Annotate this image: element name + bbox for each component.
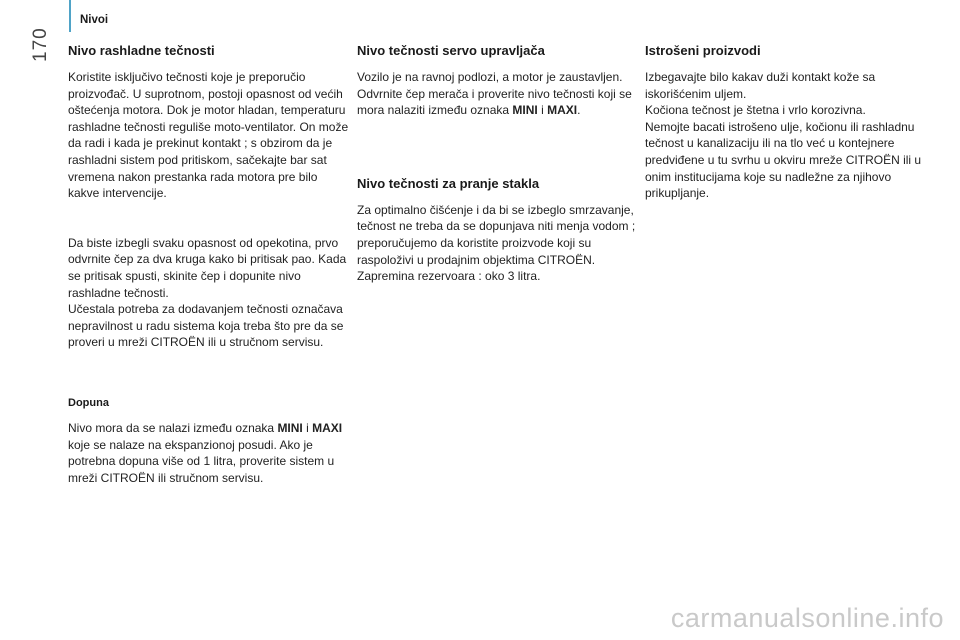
- watermark: carmanualsonline.info: [670, 603, 944, 633]
- column-used-products: [645, 0, 927, 202]
- power-steering-mini-mark: MINI: [512, 103, 538, 118]
- topup-text-b: i: [302, 420, 313, 435]
- power-steering-paragraph: [357, 69, 639, 119]
- washer-capacity: Zapremina rezervoara : oko 3 litra.: [357, 269, 541, 284]
- power-steering-maxi-mark: MAXI: [547, 103, 578, 118]
- used-products-paragraph-2: Kočiona tečnost je štetna i vrlo korozivna.: [645, 103, 866, 118]
- mini-mark: MINI: [277, 420, 303, 435]
- topup-paragraph: [68, 420, 350, 486]
- power-steering-text-b: i: [537, 103, 548, 118]
- power-steering-text-c: .: [577, 103, 581, 118]
- maxi-mark: MAXI: [312, 420, 343, 435]
- topup-text-c: koje se nalaze na ekspanzionoj posudi. Ako je potrebna dopuna više od 1 litra, proverite sistem u mreži CITROËN ili stručnom servisu.: [68, 437, 335, 485]
- coolant-heading: Nivo rashladne tečnosti: [68, 43, 215, 58]
- page-number: 170: [30, 27, 51, 62]
- used-products-paragraph-3: Nemojte bacati istrošeno ulje, kočionu ili rashladnu tečnost u kanalizaciju ili na tlo već u kontejnere predviđene u tu svrhu u okviru mreže CITROËN ili u onim institucijama koje su nadležne za njihovo prikupljanje.: [645, 119, 922, 201]
- topup-text-a: Nivo mora da se nalazi između oznaka: [68, 420, 278, 435]
- used-products-heading: Istrošeni proizvodi: [645, 43, 761, 58]
- column-coolant: [68, 0, 350, 486]
- topup-heading: Dopuna: [68, 396, 109, 409]
- power-steering-text-a: Vozilo je na ravnoj podlozi, a motor je zaustavljen. Odvrnite čep merača i proverite nivo tečnosti koji se mora nalaziti između oznaka: [357, 70, 632, 118]
- power-steering-heading: Nivo tečnosti servo upravljača: [357, 43, 545, 58]
- section-title: Nivoi: [80, 14, 109, 26]
- coolant-paragraph-3: Učestala potreba za dodavanjem tečnosti označava nepravilnost u radu sistema koja treba što pre da se proveri u mreži CITROËN ili u stručnom servisu.: [68, 302, 344, 350]
- column-fluids: [357, 0, 639, 285]
- washer-paragraph: Za optimalno čišćenje i da bi se izbeglo smrzavanje, tečnost ne treba da se dopunjava niti menja vodom ; preporučujemo da koristite proizvode koji su raspoloživi u prodajnim objektima CITROËN.: [357, 202, 636, 267]
- used-products-paragraph-1: Izbegavajte bilo kakav duži kontakt kože sa iskorišćenim uljem.: [645, 70, 876, 101]
- coolant-paragraph-2: Da biste izbegli svaku opasnost od opekotina, prvo odvrnite čep za dva kruga kako bi pritisak pao. Kada se pritisak spusti, skinite čep i dopunite nivo rashladne tečnosti.: [68, 235, 347, 300]
- washer-heading: Nivo tečnosti za pranje stakla: [357, 175, 540, 191]
- coolant-paragraph-1: Koristite isključivo tečnosti koje je preporučio proizvođač. U suprotnom, postoji opasnost od većih oštećenja motora. Dok je motor hladan, temperaturu rashladne tečnosti reguliše moto-ventilator. On može da radi i kada je prekinut kontakt ; s obzirom da je rashladni sistem pod pritiskom, sačekajte bar sat vremena nakon prestanka rada motora pre bilo kakve intervencije.: [68, 70, 349, 201]
